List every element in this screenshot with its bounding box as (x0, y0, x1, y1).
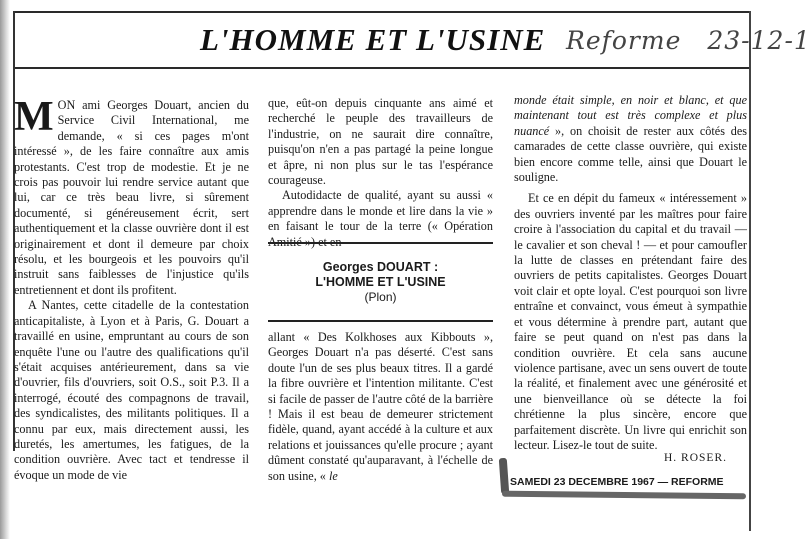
paragraph-7: Et ce en dépit du fameux « intéressement » des ouvriers inventé par les maîtres pour faire croire à l'association du capital et du travail — le cavalier et son cheval ! — et pour camoufler la lutte de classes en prétendant faire des ouvriers de petits capitalistes. Georges Douart voit clair et opte loyal. C'est pourquoi son livre entraîne et convainct, vous émeut à sympathie et vous détermine à prendre part, autant que faire se peut quand on n'est pas dans la condition ouvrière. Et cela sans aucune violence partisane, avec un sens ouvert de toute la réalité, et finalement avec une générosité et une bienveillance où se détecte la foi chrétienne la plus sincère, encore que parfaitement discrète. Un livre qui enrichit son lecteur. Lisez-le tout de suite. (514, 191, 747, 452)
paragraph-5-italic: le (328, 468, 338, 483)
paragraph-1 (14, 94, 249, 298)
top-rule (14, 11, 749, 13)
article-column-2-bottom (268, 330, 493, 484)
paragraph-4: Autodidacte de qualité, ayant su aussi « apprendre dans le monde et lire dans la vie » en faisant le tour de la terre (« Opération (268, 188, 493, 234)
paragraph-5 (268, 330, 493, 484)
drop-cap: M (14, 94, 54, 140)
box-bottom-rule (268, 320, 493, 322)
paragraph-2: A Nantes, cette citadelle de la contestation anticapitaliste, à Lyon et à Paris, G. Douart a travaillé en usine, empruntant au cours de son enquête l'une ou l'autre des qualifications qu'il s'était acquises antérieurement, dans sa vie d'ouvrier, fils d'ouvriers, soit O.S., soit P.3. Il a interrogé, écouté des compagnons de travail, des syndicalistes, des militants politiques. Il a connu par eux, mais directement aussi, les duretés, les amertumes, les fatigues, de la condition ouvrière. Avec tact et tendresse il évoque un mode de vie (14, 298, 249, 482)
handwritten-annotation (566, 26, 811, 55)
book-publisher: (Plon) (364, 290, 397, 304)
scan-edge-shadow (0, 0, 10, 539)
book-author: Georges DOUART : (322, 260, 439, 274)
paste-mark-vertical (499, 458, 509, 494)
article-column-1 (14, 94, 249, 483)
handwritten-source: Reforme (566, 26, 682, 55)
article-title: L'HOMME ET L'USINE (200, 22, 546, 57)
article-column-2-top (268, 96, 493, 250)
right-border-rule (749, 11, 751, 531)
title-bottom-rule (14, 67, 749, 69)
paragraph-5-text: allant « Des Kolkhoses aux Kibbouts », Georges Douart n'a pas déserté. C'est sans doute l'un de ses plus beaux titres. Il a gardé la fibre ouvrière et l'intention militante. C'est si facile de passer de l'autre côté de la barrière ! Mais il est beau de demeurer strictement fidèle, quand, ayant accédé à la culture et aux relations et jouissances qu'elle procure ; ayant dûment constaté qu'auparavant, à l'échelle de son usine, « (268, 330, 493, 483)
box-top-rule (268, 242, 493, 244)
article-column-3 (514, 93, 747, 453)
paste-mark-horizontal (502, 491, 746, 500)
author-signature: H. ROSER. (664, 452, 727, 464)
paragraph-6-text: », on choisit de rester aux côtés des camarades de cette classe ouvrière, qui existe bien encore comme telle, ainsi que Douart le souligne. (514, 123, 747, 185)
publication-footer: SAMEDI 23 DECEMBRE 1967 — REFORME (510, 476, 724, 488)
book-title: L'HOMME ET L'USINE (315, 275, 446, 289)
book-reference-box (268, 242, 493, 324)
paragraph-6 (514, 93, 747, 185)
handwritten-date: 23-12-1 (707, 26, 811, 55)
paragraph-1-text: ON ami Georges Douart, ancien du Service Civil International, me demande, « si ces pages m'ont intéressé », de les faire connaître aux amis protestants. C'est trop de modestie. Et je ne crois pas pouvoir lui rendre service autant que lui, car ce très beau livre, si sûrement documenté, si généreusement écrit, sert authentiquement et la classe ouvrière dont il est originairement et dont il demeure par choix résolu, et les bourgeois et les pouvoirs qu'il instruit sans faiblesses de l'injustice qu'ils entretiennent et dont ils profitent. (14, 98, 249, 297)
paragraph-6-italic: monde était simple, en noir et blanc, et que maintenant tout est très complexe et plus nuancé (514, 93, 747, 138)
paragraph-3: que, eût-on depuis cinquante ans aimé et recherché le peuple des travailleurs de l'industrie, on ne saurait dire connaître, puisqu'on n'en a pas partagé la peine longue et âpre, ni non plus sur le tas l'espérance courageuse. (268, 96, 493, 188)
